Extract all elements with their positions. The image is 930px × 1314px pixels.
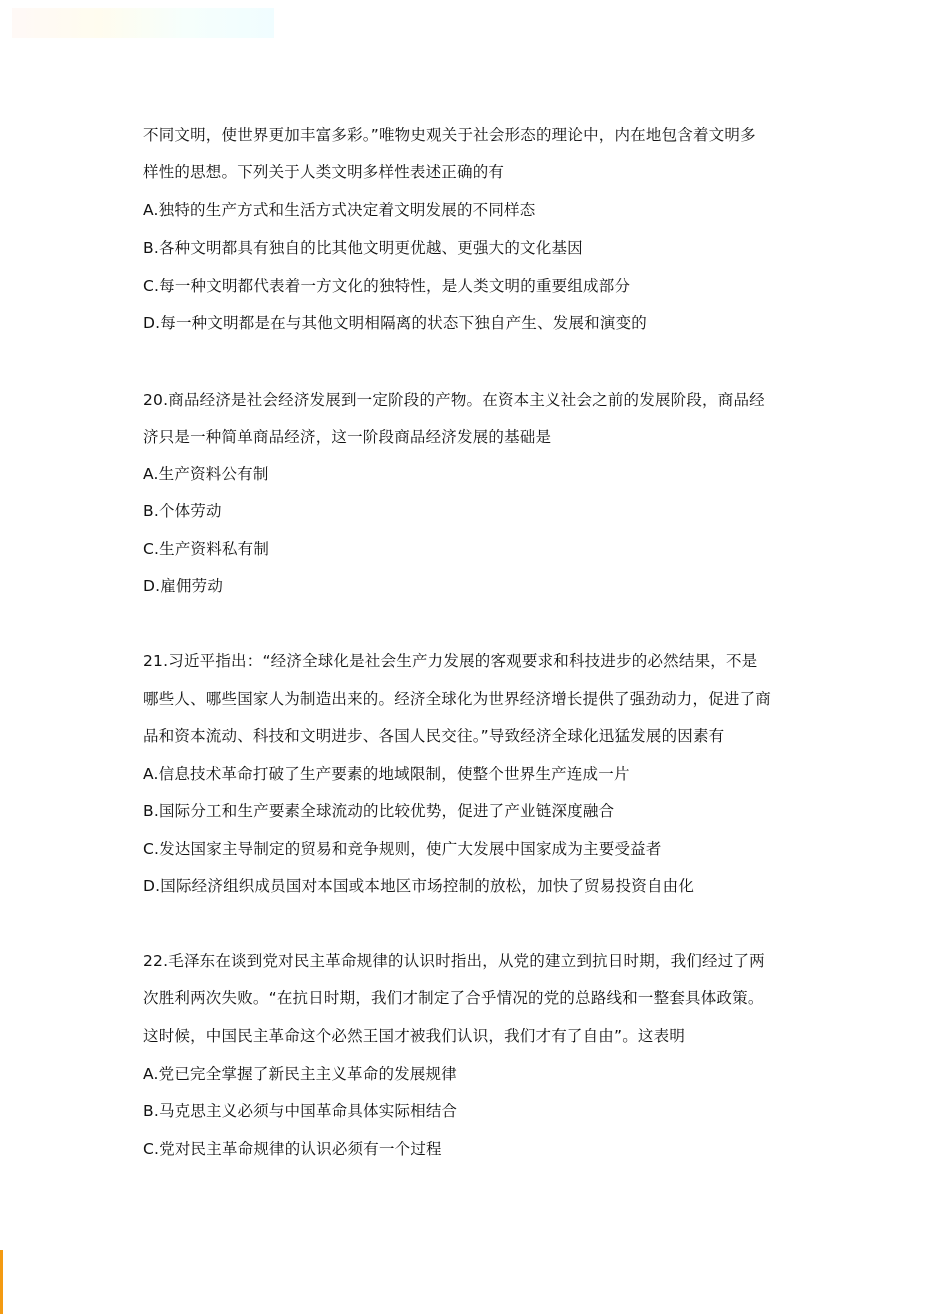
header-banner xyxy=(12,8,274,38)
option-c: C.党对民主革命规律的认识必须有一个过程 xyxy=(143,1140,442,1158)
option-b: B.国际分工和生产要素全球流动的比较优势，促进了产业链深度融合 xyxy=(143,802,615,820)
question-stem-line: 这时候，中国民主革命这个必然王国才被我们认识，我们才有了自由”。这表明 xyxy=(143,1027,686,1045)
question-stem-line: 哪些人、哪些国家人为制造出来的。经济全球化为世界经济增长提供了强劲动力，促进了商 xyxy=(143,690,772,708)
option-a: A.独特的生产方式和生活方式决定着文明发展的不同样态 xyxy=(143,201,536,219)
page-accent-bar xyxy=(0,1250,3,1314)
option-b: B.马克思主义必须与中国革命具体实际相结合 xyxy=(143,1102,458,1120)
option-d: D.国际经济组织成员国对本国或本地区市场控制的放松，加快了贸易投资自由化 xyxy=(143,877,695,895)
option-c: C.发达国家主导制定的贸易和竞争规则，使广大发展中国家成为主要受益者 xyxy=(143,840,662,858)
question-stem-line: 21.习近平指出：“经济全球化是社会生产力发展的客观要求和科技进步的必然结果，不是 xyxy=(143,652,758,670)
option-a: A.党已完全掌握了新民主主义革命的发展规律 xyxy=(143,1065,457,1083)
question-stem-line: 次胜利两次失败。“在抗日时期，我们才制定了合乎情况的党的总路线和一整套具体政策。 xyxy=(143,989,764,1007)
option-d: D.雇佣劳动 xyxy=(143,577,224,595)
option-b: B.各种文明都具有独自的比其他文明更优越、更强大的文化基因 xyxy=(143,239,583,257)
question-stem-line: 样性的思想。下列关于人类文明多样性表述正确的有 xyxy=(143,163,505,181)
option-c: C.每一种文明都代表着一方文化的独特性，是人类文明的重要组成部分 xyxy=(143,277,631,295)
option-c: C.生产资料私有制 xyxy=(143,540,270,558)
option-a: A.生产资料公有制 xyxy=(143,465,269,483)
question-stem-line: 济只是一种简单商品经济，这一阶段商品经济发展的基础是 xyxy=(143,428,552,446)
question-stem-line: 22.毛泽东在谈到党对民主革命规律的认识时指出，从党的建立到抗日时期，我们经过了两 xyxy=(143,952,765,970)
option-a: A.信息技术革命打破了生产要素的地域限制，使整个世界生产连成一片 xyxy=(143,765,630,783)
question-stem-line: 不同文明，使世界更加丰富多彩。”唯物史观关于社会形态的理论中，内在地包含着文明多 xyxy=(143,126,756,144)
option-b: B.个体劳动 xyxy=(143,502,222,520)
question-stem-line: 品和资本流动、科技和文明进步、各国人民交往。”导致经济全球化迅猛发展的因素有 xyxy=(143,727,725,745)
option-d: D.每一种文明都是在与其他文明相隔离的状态下独自产生、发展和演变的 xyxy=(143,314,647,332)
question-stem-line: 20.商品经济是社会经济发展到一定阶段的产物。在资本主义社会之前的发展阶段，商品经 xyxy=(143,391,765,409)
